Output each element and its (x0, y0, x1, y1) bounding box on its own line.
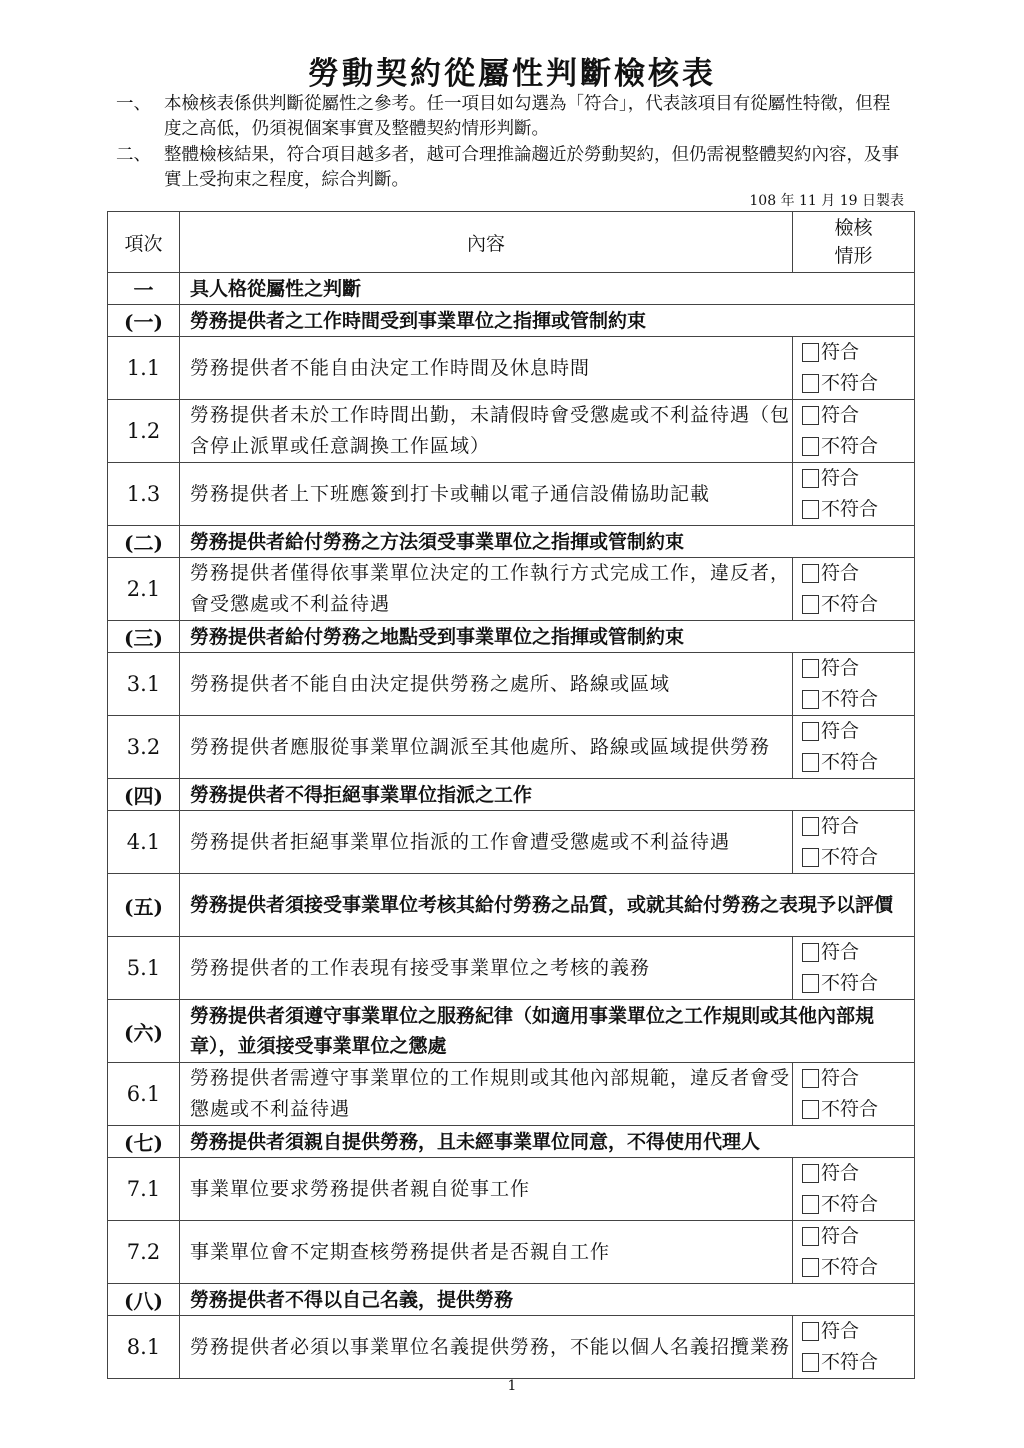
header-content: 內容 (180, 212, 793, 273)
item-content: 勞務提供者拒絕事業單位指派的工作會遭受懲處或不利益待遇 (180, 811, 793, 874)
option-yes-label: 符合 (821, 1067, 860, 1089)
note-2 (116, 143, 906, 193)
check-cell (793, 1158, 915, 1221)
table-row (108, 337, 915, 400)
option-no-label: 不符合 (821, 972, 879, 994)
check-cell (793, 558, 915, 621)
option-yes-label: 符合 (821, 404, 860, 426)
option-yes-label: 符合 (821, 341, 860, 363)
table-row (108, 558, 915, 621)
checklist-table (107, 211, 915, 1379)
item-number: 2.1 (108, 558, 180, 621)
section-row (108, 1126, 915, 1158)
page-title: 勞動契約從屬性判斷檢核表 (308, 56, 716, 92)
option-yes[interactable] (802, 1063, 914, 1094)
item-number: 1.2 (108, 400, 180, 463)
checkbox-icon[interactable] (802, 595, 819, 614)
header-check-status (793, 212, 915, 273)
note-text: 本檢核表係供判斷從屬性之參考。任一項目如勾選為「符合」，代表該項目有從屬性特徵，但程度之高低，仍須視個案事實及整體契約情形判斷。 (164, 94, 891, 139)
item-content: 事業單位要求勞務提供者親自從事工作 (180, 1158, 793, 1221)
section-number: (二) (108, 526, 180, 558)
section-row (108, 305, 915, 337)
checkbox-icon[interactable] (802, 564, 819, 583)
check-cell (793, 716, 915, 779)
checkbox-icon[interactable] (802, 1195, 819, 1214)
option-yes-label: 符合 (821, 467, 860, 489)
option-yes[interactable] (802, 811, 914, 842)
item-content: 勞務提供者應服從事業單位調派至其他處所、路線或區域提供勞務 (180, 716, 793, 779)
option-no[interactable] (802, 747, 914, 778)
item-content: 勞務提供者必須以事業單位名義提供勞務，不能以個人名義招攬業務 (180, 1316, 793, 1379)
checkbox-icon[interactable] (802, 974, 819, 993)
item-number: 4.1 (108, 811, 180, 874)
option-no-label: 不符合 (821, 498, 879, 520)
option-yes[interactable] (802, 337, 914, 368)
table-row (108, 1316, 915, 1379)
section-row (108, 526, 915, 558)
section-number: 一 (108, 273, 180, 305)
option-yes-label: 符合 (821, 1162, 860, 1184)
made-date: 108 年 11 月 19 日製表 (749, 193, 904, 209)
check-cell (793, 937, 915, 1000)
option-yes-label: 符合 (821, 941, 860, 963)
check-cell (793, 811, 915, 874)
table-header-row (108, 212, 915, 273)
checkbox-icon[interactable] (802, 817, 819, 836)
option-no[interactable] (802, 1094, 914, 1125)
checkbox-icon[interactable] (802, 1227, 819, 1246)
option-no-label: 不符合 (821, 372, 879, 394)
option-yes[interactable] (802, 716, 914, 747)
checkbox-icon[interactable] (802, 469, 819, 488)
section-number: (四) (108, 779, 180, 811)
option-yes[interactable] (802, 653, 914, 684)
item-content: 勞務提供者不能自由決定提供勞務之處所、路線或區域 (180, 653, 793, 716)
item-number: 5.1 (108, 937, 180, 1000)
table-row (108, 1063, 915, 1126)
option-no[interactable] (802, 431, 914, 462)
item-content: 勞務提供者未於工作時間出勤，未請假時會受懲處或不利益待遇（包含停止派單或任意調換工作區域） (180, 400, 793, 463)
section-row (108, 1000, 915, 1063)
check-cell (793, 1221, 915, 1284)
section-number: (七) (108, 1126, 180, 1158)
option-no[interactable] (802, 1347, 914, 1378)
section-row (108, 621, 915, 653)
note-1 (116, 92, 906, 142)
option-no-label: 不符合 (821, 1098, 879, 1120)
item-number: 6.1 (108, 1063, 180, 1126)
check-cell (793, 400, 915, 463)
section-number: (五) (108, 874, 180, 937)
item-content: 勞務提供者的工作表現有接受事業單位之考核的義務 (180, 937, 793, 1000)
option-no-label: 不符合 (821, 1351, 879, 1373)
option-yes[interactable] (802, 463, 914, 494)
section-label: 勞務提供者不得以自己名義，提供勞務 (180, 1284, 915, 1316)
option-yes-label: 符合 (821, 815, 860, 837)
section-label: 勞務提供者須親自提供勞務，且未經事業單位同意，不得使用代理人 (180, 1126, 915, 1158)
section-label: 勞務提供者須接受事業單位考核其給付勞務之品質，或就其給付勞務之表現予以評價 (180, 874, 915, 937)
checkbox-icon[interactable] (802, 1100, 819, 1119)
check-cell (793, 653, 915, 716)
option-no[interactable] (802, 494, 914, 525)
item-number: 7.1 (108, 1158, 180, 1221)
option-yes[interactable] (802, 1221, 914, 1252)
option-no-label: 不符合 (821, 751, 879, 773)
item-number: 3.1 (108, 653, 180, 716)
header-check-line2: 情形 (834, 245, 873, 267)
item-number: 1.3 (108, 463, 180, 526)
section-label: 勞務提供者給付勞務之方法須受事業單位之指揮或管制約束 (180, 526, 915, 558)
check-cell (793, 1316, 915, 1379)
check-cell (793, 337, 915, 400)
option-no-label: 不符合 (821, 435, 879, 457)
table-row (108, 1158, 915, 1221)
option-no[interactable] (802, 842, 914, 873)
checkbox-icon[interactable] (802, 943, 819, 962)
section-label: 具人格從屬性之判斷 (180, 273, 915, 305)
checkbox-icon[interactable] (802, 722, 819, 741)
item-content: 勞務提供者僅得依事業單位決定的工作執行方式完成工作，違反者，會受懲處或不利益待遇 (180, 558, 793, 621)
checkbox-icon[interactable] (802, 343, 819, 362)
table-row (108, 716, 915, 779)
item-content: 勞務提供者不能自由決定工作時間及休息時間 (180, 337, 793, 400)
option-yes-label: 符合 (821, 1225, 860, 1247)
option-no[interactable] (802, 1189, 914, 1220)
item-number: 1.1 (108, 337, 180, 400)
section-number: (一) (108, 305, 180, 337)
checkbox-icon[interactable] (802, 437, 819, 456)
option-no[interactable] (802, 589, 914, 620)
option-yes[interactable] (802, 937, 914, 968)
option-yes[interactable] (802, 1158, 914, 1189)
table-row (108, 400, 915, 463)
section-number: (六) (108, 1000, 180, 1063)
table-row (108, 653, 915, 716)
section-label: 勞務提供者之工作時間受到事業單位之指揮或管制約束 (180, 305, 915, 337)
header-item-no: 項次 (108, 212, 180, 273)
table-row (108, 1221, 915, 1284)
table-row (108, 811, 915, 874)
checkbox-icon[interactable] (802, 500, 819, 519)
section-number: (三) (108, 621, 180, 653)
option-no-label: 不符合 (821, 688, 879, 710)
option-no[interactable] (802, 968, 914, 999)
option-yes-label: 符合 (821, 1320, 860, 1342)
section-row (108, 874, 915, 937)
option-no-label: 不符合 (821, 1193, 879, 1215)
section-label: 勞務提供者給付勞務之地點受到事業單位之指揮或管制約束 (180, 621, 915, 653)
checkbox-icon[interactable] (802, 1164, 819, 1183)
checkbox-icon[interactable] (802, 1322, 819, 1341)
checkbox-icon[interactable] (802, 1069, 819, 1088)
item-content: 事業單位會不定期查核勞務提供者是否親自工作 (180, 1221, 793, 1284)
item-content: 勞務提供者上下班應簽到打卡或輔以電子通信設備協助記載 (180, 463, 793, 526)
checkbox-icon[interactable] (802, 406, 819, 425)
checkbox-icon[interactable] (802, 1353, 819, 1372)
item-number: 8.1 (108, 1316, 180, 1379)
option-no-label: 不符合 (821, 846, 879, 868)
option-yes[interactable] (802, 1316, 914, 1347)
section-label: 勞務提供者須遵守事業單位之服務紀律（如適用事業單位之工作規則或其他內部規章），並須接受事業單位之懲處 (180, 1000, 915, 1063)
note-text: 整體檢核結果，符合項目越多者，越可合理推論趨近於勞動契約，但仍需視整體契約內容，及事實上受拘束之程度，綜合判斷。 (164, 145, 899, 190)
option-yes-label: 符合 (821, 562, 860, 584)
option-no-label: 不符合 (821, 593, 879, 615)
checkbox-icon[interactable] (802, 690, 819, 709)
option-yes[interactable] (802, 558, 914, 589)
note-number: 一、 (116, 94, 151, 114)
section-label: 勞務提供者不得拒絕事業單位指派之工作 (180, 779, 915, 811)
checkbox-icon[interactable] (802, 659, 819, 678)
page-number: 1 (507, 1378, 517, 1394)
check-cell (793, 463, 915, 526)
checkbox-icon[interactable] (802, 848, 819, 867)
header-check-line1: 檢核 (834, 217, 873, 239)
table-row (108, 463, 915, 526)
section-row (108, 273, 915, 305)
table-row (108, 937, 915, 1000)
section-row (108, 1284, 915, 1316)
section-row (108, 779, 915, 811)
item-number: 3.2 (108, 716, 180, 779)
check-cell (793, 1063, 915, 1126)
option-no[interactable] (802, 368, 914, 399)
option-no[interactable] (802, 684, 914, 715)
option-no-label: 不符合 (821, 1256, 879, 1278)
option-no[interactable] (802, 1252, 914, 1283)
item-number: 7.2 (108, 1221, 180, 1284)
option-yes[interactable] (802, 400, 914, 431)
checkbox-icon[interactable] (802, 753, 819, 772)
option-yes-label: 符合 (821, 720, 860, 742)
checkbox-icon[interactable] (802, 1258, 819, 1277)
note-number: 二、 (116, 145, 151, 165)
item-content: 勞務提供者需遵守事業單位的工作規則或其他內部規範，違反者會受懲處或不利益待遇 (180, 1063, 793, 1126)
checkbox-icon[interactable] (802, 374, 819, 393)
option-yes-label: 符合 (821, 657, 860, 679)
section-number: (八) (108, 1284, 180, 1316)
